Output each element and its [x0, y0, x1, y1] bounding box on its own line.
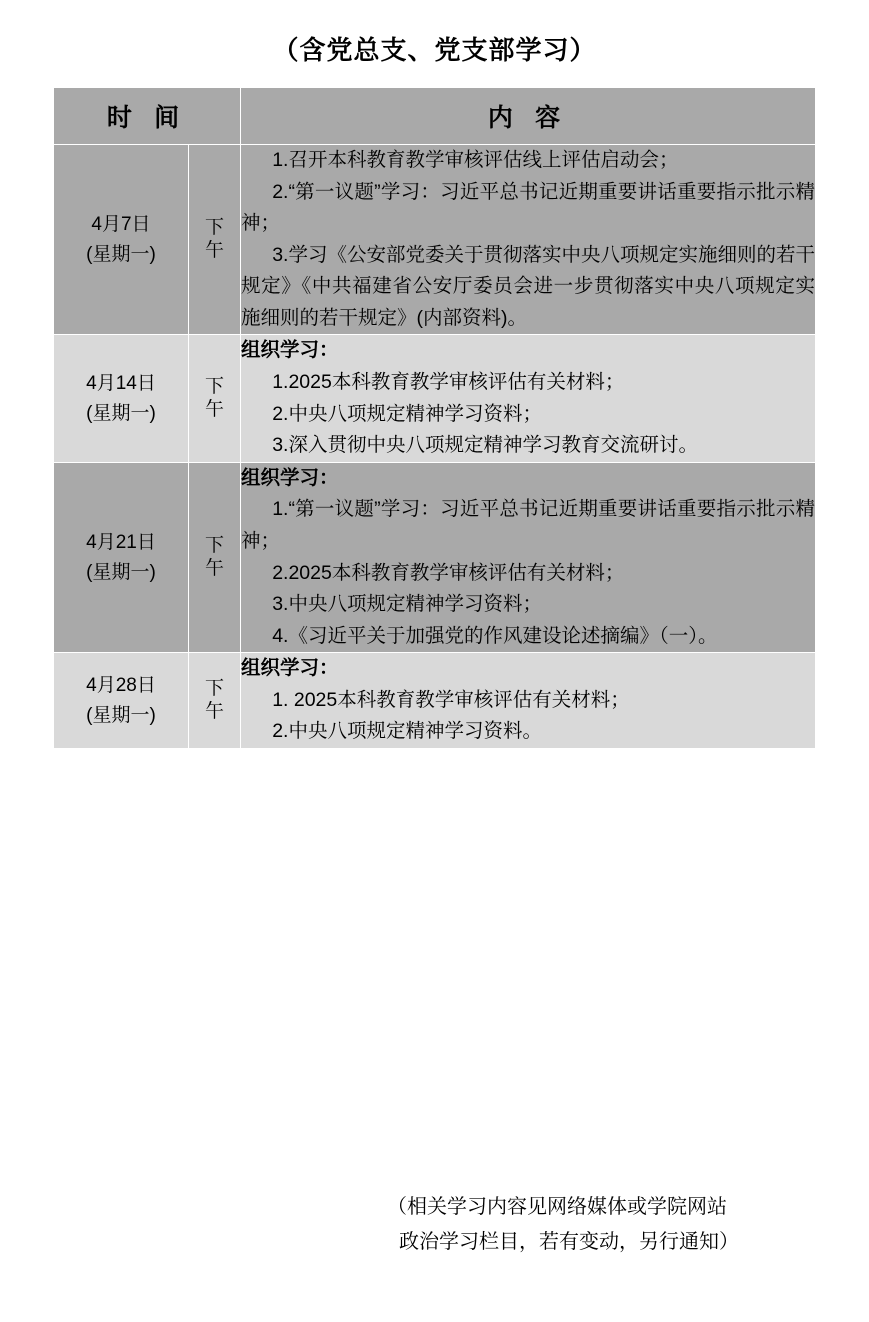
- footnote: [387, 1190, 817, 1260]
- column-header-time: 时 间: [53, 88, 240, 145]
- cell-date: [53, 653, 188, 749]
- weekday-text: (星期一): [86, 704, 156, 726]
- cell-date: [53, 145, 188, 335]
- content-item: 2.“第一议题”学习：习近平总书记近期重要讲话重要指示批示精神；: [241, 180, 815, 235]
- date-text: 4月28日: [86, 675, 156, 697]
- date-text: 4月21日: [86, 532, 156, 554]
- content-item: 3.深入贯彻中央八项规定精神学习教育交流研讨。: [272, 434, 698, 457]
- half-day-char-1: 下: [204, 216, 224, 238]
- content-lead: 组织学习：: [241, 466, 339, 489]
- half-day-char-1: 下: [204, 375, 224, 397]
- cell-half-day: [188, 653, 240, 749]
- page-title: （含党总支、党支部学习）: [272, 36, 597, 65]
- column-header-content: 内 容: [241, 88, 816, 145]
- cell-date: [53, 335, 188, 462]
- table-row: [53, 653, 815, 749]
- table-row: [53, 462, 815, 652]
- table-header-row: [53, 88, 815, 145]
- half-day-char-2: 午: [204, 398, 224, 420]
- content-item: 1.“第一议题”学习：习近平总书记近期重要讲话重要指示批示精神；: [241, 498, 815, 552]
- date-text: 4月14日: [86, 373, 156, 395]
- content-lead: 组织学习：: [241, 339, 339, 362]
- cell-content: [241, 335, 816, 462]
- cell-content: [241, 145, 816, 335]
- half-day-char-2: 午: [204, 557, 224, 579]
- cell-half-day: [188, 145, 240, 335]
- table-row: [53, 145, 815, 335]
- cell-content: [241, 653, 816, 749]
- date-text: 4月7日: [91, 214, 151, 236]
- content-item: 4.《习近平关于加强党的作风建设论述摘编》（一）。: [272, 624, 718, 647]
- content-lead: 组织学习：: [241, 657, 339, 680]
- content-item: 3.中央八项规定精神学习资料；: [272, 593, 542, 616]
- footnote-line-1: （相关学习内容见网络媒体或学院网站: [387, 1196, 727, 1218]
- half-day-char-2: 午: [204, 700, 224, 722]
- content-item: 1. 2025本科教育教学审核评估有关材料；: [272, 688, 630, 711]
- half-day-char-1: 下: [204, 534, 224, 556]
- cell-half-day: [188, 335, 240, 462]
- cell-date: [53, 462, 188, 652]
- weekday-text: (星期一): [86, 243, 156, 265]
- cell-half-day: [188, 462, 240, 652]
- cell-content: [241, 462, 816, 652]
- footnote-line-2: 政治学习栏目，若有变动，另行通知）: [399, 1231, 739, 1253]
- content-item: 1.召开本科教育教学审核评估线上评估启动会；: [272, 149, 679, 171]
- half-day-char-2: 午: [204, 239, 224, 261]
- content-item: 2.中央八项规定精神学习资料。: [272, 720, 542, 743]
- content-item: 2.中央八项规定精神学习资料；: [272, 402, 542, 425]
- content-item: 3.学习《公安部党委关于贯彻落实中央八项规定实施细则的若干规定》《中共福建省公安厅委员会进一步贯彻落实中央八项规定实施细则的若干规定》(内部资料)。: [241, 243, 815, 329]
- table-row: [53, 335, 815, 462]
- weekday-text: (星期一): [86, 561, 156, 583]
- half-day-char-1: 下: [204, 677, 224, 699]
- content-item: 2.2025本科教育教学审核评估有关材料；: [272, 561, 625, 584]
- content-item: 1.2025本科教育教学审核评估有关材料；: [272, 371, 625, 394]
- weekday-text: (星期一): [86, 402, 156, 424]
- study-schedule-table: [53, 87, 816, 749]
